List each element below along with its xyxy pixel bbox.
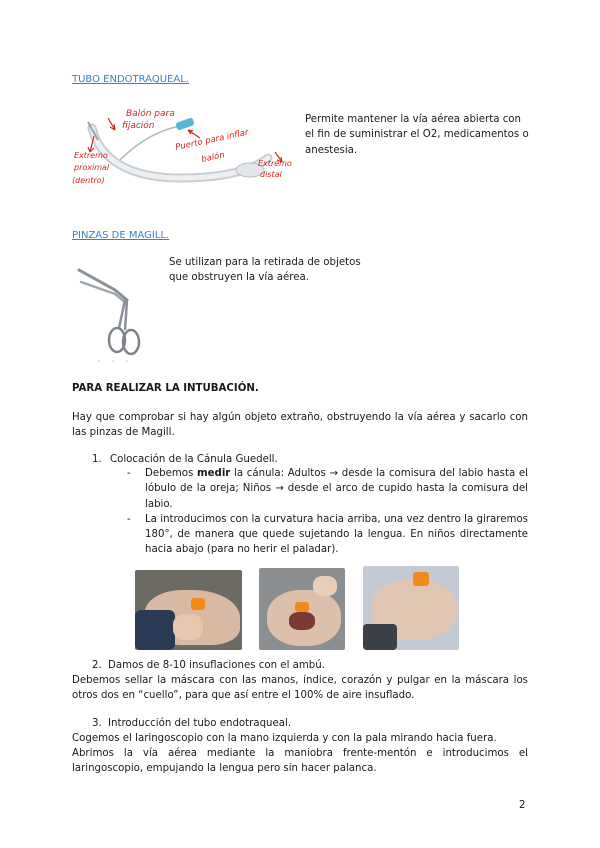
tube-section-title[interactable]: TUBO ENDOTRAQUEAL. (72, 74, 189, 85)
step1-bullet-insert: - La introducimos con la curvatura hacia arriba, una vez dentro la giraremos 180°, de manera que quede sujetando la lengua. En niños directamente hacia abajo (para no herir el paladar). (127, 512, 528, 558)
intubation-heading: PARA REALIZAR LA INTUBACIÓN. (72, 383, 259, 394)
magill-description-line1: Se utilizan para la retirada de objetos (169, 257, 361, 268)
step3-body-1: Cogemos el laringoscopio con la mano izquierda y con la pala mirando hacia fuera. (72, 733, 497, 744)
guedel-photo-2 (259, 568, 345, 650)
label-proximal-3: (dentro) (72, 176, 105, 185)
label-inflate-port-1: Puerto para inflar (174, 127, 250, 153)
step1-bullet-measure: - Debemos medir la cánula: Adultos → desde la comisura del labio hasta el lóbulo de la oreja; Niños → desde el arco de cupido hasta la comisura del labio. (127, 466, 528, 512)
step2-body: Debemos sellar la máscara con las manos, índice, corazón y pulgar en la máscara los otros dos en “cuello”, para que así entre el 100% de aire insuflado. (72, 675, 528, 702)
step2-title: Damos de 8-10 insuflaciones con el ambú. (108, 660, 325, 671)
step3-body-2: Abrimos la vía aérea mediante la maniobra frente-mentón e introducimos el laringoscopio, empujando la lengua pero sin hacer palanca. (72, 748, 528, 775)
label-proximal-2: proximal (74, 163, 110, 172)
magill-section-title[interactable]: PINZAS DE MAGILL. (72, 230, 170, 241)
endotracheal-tube-diagram (70, 100, 300, 195)
magill-description-line2: que obstruyen la vía aérea. (169, 272, 309, 283)
step3-number: 3. (92, 718, 102, 729)
label-distal-1: Extremo (258, 159, 292, 168)
step1-bullets (127, 466, 528, 558)
label-balloon-fixation-1: Balón para (126, 109, 175, 119)
step3-title: Introducción del tubo endotraqueal. (108, 718, 292, 729)
label-distal-2: distal (260, 170, 282, 179)
guedel-photo-3 (363, 566, 459, 650)
step1-number: 1. (92, 454, 102, 465)
intubation-intro: Hay que comprobar si hay algún objeto extraño, obstruyendo la vía aérea y sacarlo con las pinzas de Magill. (72, 412, 528, 439)
label-proximal-1: Extremo (74, 151, 108, 160)
label-inflate-port-2: balón (200, 150, 226, 165)
step1-title: Colocación de la Cánula Guedell. (110, 454, 278, 465)
page-number: 2 (519, 800, 526, 811)
guedel-photo-1 (135, 570, 242, 650)
magill-forceps-image (75, 260, 155, 365)
tube-description: Permite mantener la vía aérea abierta con el fin de suministrar el O2, medicamentos o anestesia. (305, 114, 529, 156)
label-balloon-fixation-2: fijación (122, 121, 155, 131)
step2-number: 2. (92, 660, 102, 671)
